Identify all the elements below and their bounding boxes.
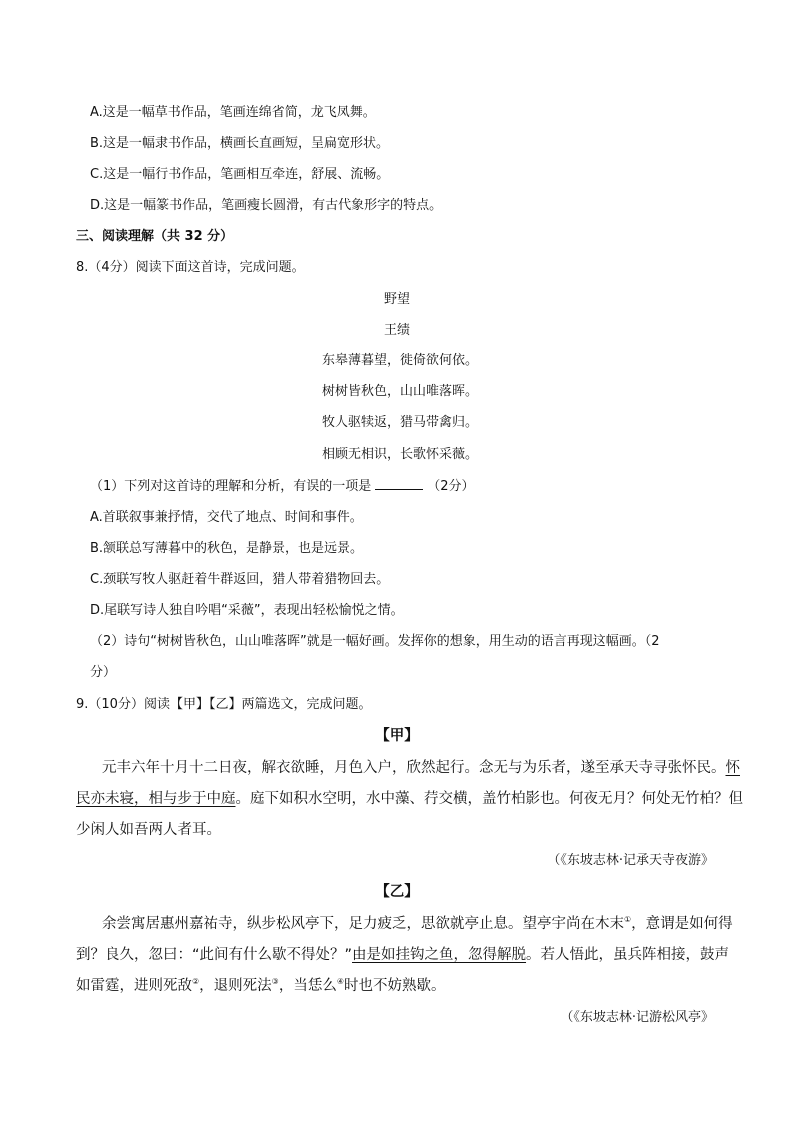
poem-line: 牧人驱犊返，猎马带禽归。 xyxy=(322,415,479,430)
q8-stem: 8.（4分）阅读下面这首诗，完成问题。 xyxy=(76,260,305,275)
underlined-text: 怀 xyxy=(725,760,740,776)
q8-sub1-text: （1）下列对这首诗的理解和分析，有误的一项是 xyxy=(90,479,372,494)
footnote-marker: ④ xyxy=(336,977,345,987)
section-title: 三、阅读理解（共 32 分） xyxy=(76,229,234,244)
text: 元丰六年十月十二日夜，解衣欲睡，月色入户，欣然起行。念无与为乐者，遂至承天寺寻张怀民。 xyxy=(102,760,726,776)
text: ，当恁么 xyxy=(278,978,337,994)
q9-stem: 9.（10分）阅读【甲】【乙】两篇选文，完成问题。 xyxy=(76,697,372,712)
poem-author: 王绩 xyxy=(383,323,410,338)
poem-line: 东皋薄暮望，徙倚欲何依。 xyxy=(322,353,479,368)
text: 。庭下如积水空明，水中藻、荇交横，盖竹柏影也。何夜无月？何处无竹柏？但 xyxy=(235,791,743,807)
poem-line: 相顾无相识，长歌怀采薇。 xyxy=(322,447,479,462)
passage-jia-source: （《东坡志林·记承天寺夜游》 xyxy=(547,853,714,868)
poem-line: 树树皆秋色，山山唯落晖。 xyxy=(322,384,479,399)
footnote-marker: ③ xyxy=(271,977,279,987)
q8-sub1-score: （2分） xyxy=(427,479,475,494)
q8-option-d: D.尾联写诗人独自吟唱“采薇”，表现出轻松愉悦之情。 xyxy=(90,603,404,618)
q8-sub2-line2: 分） xyxy=(90,665,117,680)
text: ，意谓是如何得 xyxy=(631,916,733,932)
q8-sub1 xyxy=(90,477,475,496)
underlined-text: 民亦未寝，相与步于中庭 xyxy=(76,791,236,807)
text: 如雷霆，进则死敌 xyxy=(76,978,192,994)
q7-option-d: D.这是一幅篆书作品，笔画瘦长圆滑，有古代象形字的特点。 xyxy=(90,198,443,213)
passage-yi-label: 【乙】 xyxy=(375,884,419,900)
passage-jia-line3: 少闲人如吾两人者耳。 xyxy=(76,822,221,838)
text: ，退则死法 xyxy=(199,978,272,994)
poem-title: 野望 xyxy=(383,292,410,307)
passage-yi-source: （《东坡志林·记游松风亭》 xyxy=(560,1010,714,1025)
answer-blank[interactable] xyxy=(375,477,423,490)
q7-option-c: C.这是一幅行书作品，笔画相互牵连，舒展、流畅。 xyxy=(90,167,390,182)
passage-yi-line3 xyxy=(76,976,446,996)
text: 到？良久，忽曰：“此间有什么歇不得处？” xyxy=(76,947,353,963)
footnote-marker: ② xyxy=(192,977,200,987)
passage-jia-line1 xyxy=(102,758,740,778)
q8-option-a: A.首联叙事兼抒情，交代了地点、时间和事件。 xyxy=(90,510,363,525)
q7-option-a: A.这是一幅草书作品，笔画连绵省简，龙飞凤舞。 xyxy=(90,105,376,120)
passage-jia-label: 【甲】 xyxy=(375,728,419,744)
passage-yi-line2 xyxy=(76,945,729,965)
passage-jia-line2 xyxy=(76,789,743,809)
q8-sub2-line1: （2）诗句“树树皆秋色，山山唯落晖”就是一幅好画。发挥你的想象，用生动的语言再现这幅画。（2 xyxy=(90,634,660,649)
text: 时也不妨熟歇。 xyxy=(344,978,446,994)
q7-option-b: B.这是一幅隶书作品，横画长直画短，呈扁宽形状。 xyxy=(90,136,390,151)
underlined-text: 由是如挂钩之鱼，忽得解脱 xyxy=(352,947,527,963)
q8-option-b: B.颔联总写薄暮中的秋色，是静景，也是远景。 xyxy=(90,541,364,556)
text: 余尝寓居惠州嘉祐寺，纵步松风亭下，足力疲乏，思欲就亭止息。望亭宇尚在木末 xyxy=(102,916,624,932)
text: 。若人悟此，虽兵阵相接，鼓声 xyxy=(526,947,730,963)
passage-yi-line1 xyxy=(102,914,733,934)
q8-option-c: C.颈联写牧人驱赶着牛群返回，猎人带着猎物回去。 xyxy=(90,572,390,587)
footnote-marker: ① xyxy=(624,915,632,925)
